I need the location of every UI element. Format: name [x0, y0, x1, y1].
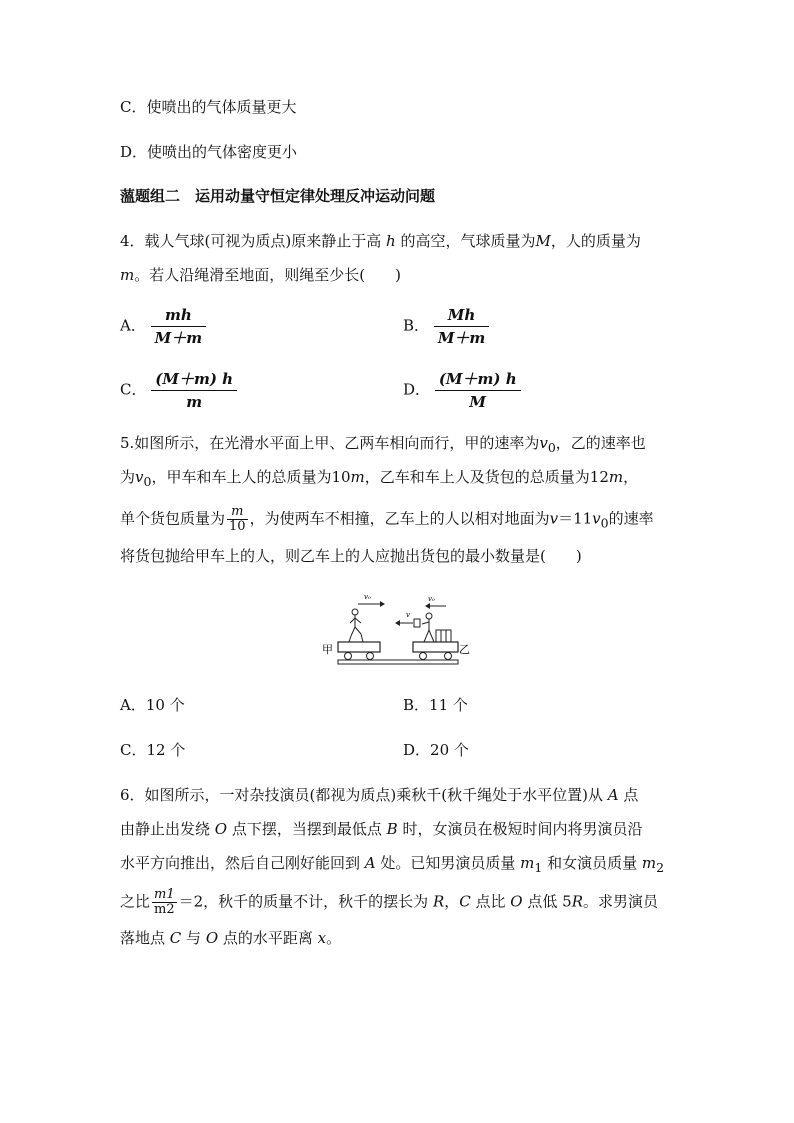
- wheel: [345, 653, 352, 660]
- q4-option-a: A． $\frac{mh}{M+m}$: [120, 306, 206, 347]
- option-d-previous: D．使喷出的气体密度更小: [120, 143, 298, 161]
- ground: [338, 660, 458, 664]
- label-jia: 甲: [322, 643, 333, 656]
- q6-line-4: 之比 $\frac{m1}{m2}$ ＝2，秋千的质量不计，秋千的摆长为 R，C 点比 O 点低 5R。求男演员: [120, 887, 659, 917]
- q6-line-1: 6．如图所示，一对杂技演员(都视为质点)乘秋千(秋千绳处于水平位置)从 A 点: [120, 786, 639, 804]
- cart-right: [413, 642, 458, 652]
- carts-figure: [318, 590, 478, 670]
- person-head: [352, 609, 358, 615]
- section-title: 薀题组二 运用动量守恒定律处理反冲运动问题: [120, 187, 436, 205]
- label-yi: 乙: [459, 643, 470, 656]
- q6-line-5: 落地点 C 与 O 点的水平距离 x。: [120, 929, 342, 947]
- person-head: [426, 613, 432, 619]
- wheel: [420, 653, 427, 660]
- package: [446, 630, 451, 642]
- q4-option-b: B． $\frac{Mh}{M+m}$: [403, 306, 489, 347]
- package: [441, 630, 446, 642]
- wheel: [367, 653, 374, 660]
- q4-line-1: 4．载人气球(可视为质点)原来静止于高 h 的高空，气球质量为M，人的质量为: [120, 232, 641, 250]
- q4-option-d: D． $\frac{(M+m) h}{M}$: [403, 370, 521, 411]
- q5-line-1: 5.如图所示，在光滑水平面上甲、乙两车相向而行，甲的速率为$v_0$，乙的速率也: [120, 434, 646, 455]
- q5-option-a: A．10 个: [120, 696, 185, 714]
- option-c-previous: C．使喷出的气体质量更大: [120, 98, 297, 116]
- q6-line-3: 水平方向推出，然后自己刚好能回到 A 处。已知男演员质量 $m_1$ 和女演员质量 $m_2$: [120, 854, 665, 875]
- package: [436, 630, 441, 642]
- q5-option-b: B．11 个: [403, 696, 468, 714]
- q5-line-4: 将货包抛给甲车上的人，则乙车上的人应抛出货包的最小数量是( ): [120, 547, 582, 565]
- thrown-package: [414, 619, 420, 627]
- q5-option-c: C．12 个: [120, 741, 186, 759]
- q6-line-2: 由静止出发绕 O 点下摆，当摆到最低点 B 时，女演员在极短时间内将男演员沿: [120, 820, 643, 838]
- cart-left: [338, 642, 380, 652]
- q5-line-2: 为$v_0$，甲车和车上人的总质量为10m，乙车和车上人及货包的总质量为12m，: [120, 468, 639, 489]
- svg-text:v₀: v₀: [364, 593, 371, 601]
- svg-text:v: v: [406, 611, 410, 619]
- q5-line-3: 单个货包质量为 $\frac{m}{10}$ ，为使两车不相撞，乙车上的人以相对地面为$v=11v_0$的速率: [120, 504, 654, 534]
- q4-line-2: m。若人沿绳滑至地面，则绳至少长( ): [120, 266, 401, 284]
- svg-text:v₀: v₀: [428, 595, 435, 603]
- q4-option-c: C． $\frac{(M+m) h}{m}$: [120, 370, 237, 411]
- q5-option-d: D．20 个: [403, 741, 469, 759]
- wheel: [445, 653, 452, 660]
